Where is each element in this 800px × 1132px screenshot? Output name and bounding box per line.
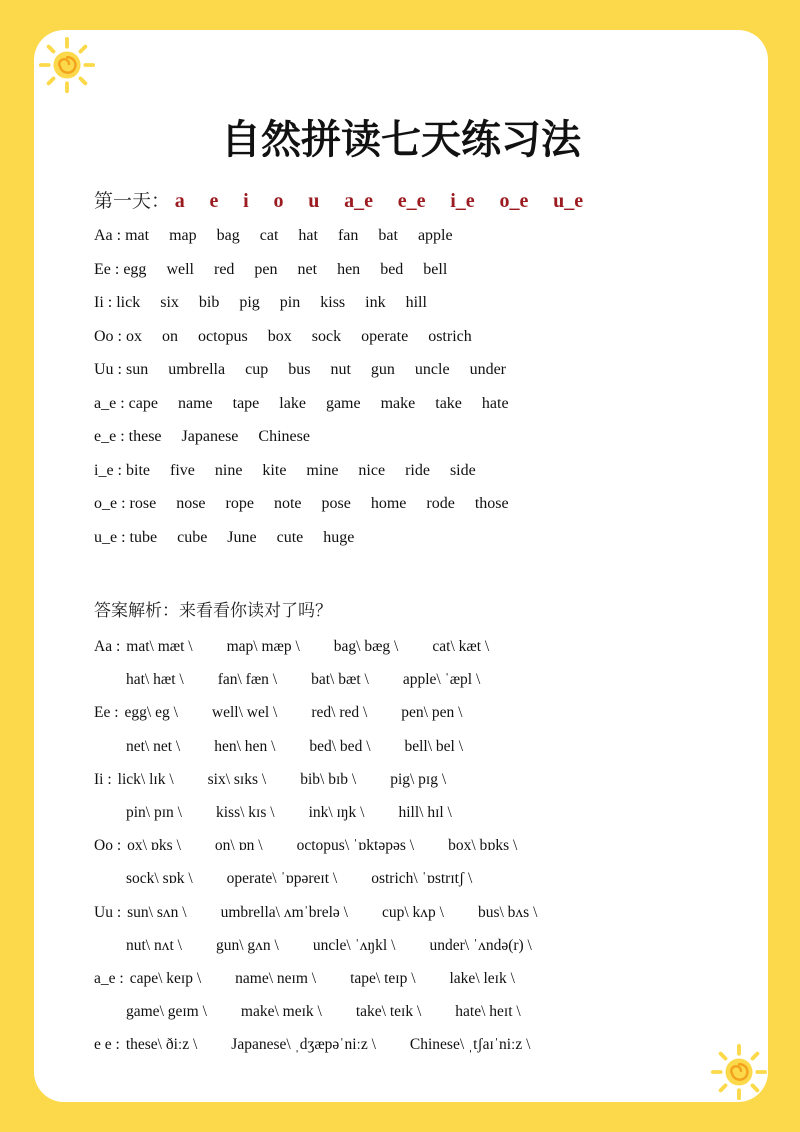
answer-item: uncle\ ˈʌŋkl \ (312, 936, 396, 954)
word-row-key: Uu : (94, 361, 122, 378)
word: red (213, 260, 235, 278)
word-row-key: o_e : (94, 495, 126, 512)
answer-row-key: Ii : (94, 770, 112, 788)
word-row (94, 328, 492, 346)
answer-row (126, 937, 532, 955)
word-row (94, 495, 529, 513)
word: mine (306, 461, 339, 479)
word: box (267, 327, 292, 345)
word: bat (378, 227, 398, 244)
word: lick (116, 294, 141, 311)
answer-item: well\ wel \ (211, 704, 278, 722)
word: net (297, 260, 318, 278)
word-row-key: Oo : (94, 327, 122, 345)
answer-item: bus\ bʌs \ (477, 903, 538, 921)
word: huge (323, 528, 355, 546)
word-row-key: Ee : (94, 260, 120, 278)
word: umbrella (168, 361, 226, 378)
word-row (94, 227, 473, 245)
answer-item: these\ ðiːz \ (125, 1036, 198, 1054)
word: rope (225, 495, 254, 512)
answer-item: box\ bɒks \ (448, 837, 518, 855)
answer-item: take\ teɪk \ (355, 1003, 422, 1021)
word-row-key: Aa : (94, 227, 122, 244)
word: egg (123, 260, 147, 278)
sound-o: o (273, 190, 284, 212)
word: kite (262, 461, 287, 479)
word: well (166, 260, 194, 278)
answer-row-key: a_e : (94, 970, 124, 987)
word: apple (417, 227, 453, 244)
word: nose (176, 495, 206, 512)
answer-item: under\ ˈʌndə(r) \ (429, 936, 532, 954)
word: side (449, 461, 476, 479)
word: rode (426, 495, 455, 512)
answer-row (126, 738, 463, 756)
answer-row (94, 638, 489, 656)
answer-item: gun\ gʌn \ (215, 936, 279, 954)
answer-row (94, 771, 446, 789)
answer-item: pin\ pɪn \ (126, 804, 182, 821)
sun-icon (710, 1043, 768, 1101)
answer-item: Chinese\ ˌtʃaɪˈniːz \ (409, 1036, 531, 1054)
answer-row (94, 1036, 530, 1054)
word: bell (423, 260, 448, 278)
answer-item: on\ ɒn \ (214, 837, 263, 855)
answer-row-key: Ee : (94, 704, 119, 722)
word: tape (232, 394, 260, 412)
word: those (474, 495, 509, 512)
word-row (94, 462, 496, 480)
word: hate (481, 394, 509, 412)
word: Chinese (258, 428, 310, 445)
word: gun (370, 361, 395, 378)
word: ride (405, 461, 430, 479)
word: fan (337, 227, 359, 244)
word: pen (254, 260, 278, 278)
answer-row-key: e e : (94, 1036, 120, 1054)
answer-row-key: Oo : (94, 837, 122, 855)
answer-item: kiss\ kɪs \ (215, 804, 275, 821)
word: ox (126, 327, 142, 345)
answer-item: lake\ leɪk \ (449, 970, 515, 987)
word: nine (214, 461, 243, 479)
word: tube (129, 528, 158, 546)
word-row (94, 395, 529, 413)
answer-row (126, 870, 472, 888)
word-row-key: e_e : (94, 428, 125, 445)
answer-item: six\ sɪks \ (207, 770, 267, 788)
sound-i: i (243, 190, 249, 212)
word: cube (177, 528, 208, 546)
answer-item: egg\ eg \ (124, 704, 178, 722)
word: mat (125, 227, 150, 244)
word: sock (311, 327, 342, 345)
word-row (94, 361, 526, 379)
word: uncle (414, 361, 450, 378)
answer-item: bell\ bel \ (404, 737, 464, 755)
word: on (162, 327, 178, 345)
sound-u: u (308, 190, 320, 212)
answer-item: ox\ ɒks \ (127, 837, 181, 855)
word: map (169, 227, 197, 244)
answer-item: bag\ bæg \ (333, 638, 399, 655)
word: bus (288, 361, 311, 378)
day1-label: 第一天： (94, 190, 171, 212)
word-row-key: u_e : (94, 528, 126, 546)
answer-row-key: Aa : (94, 638, 121, 655)
word: these (128, 428, 162, 445)
word: home (370, 495, 407, 512)
answer-item: ink\ ɪŋk \ (308, 804, 365, 821)
word: June (227, 528, 257, 546)
answer-row-key: Uu : (94, 903, 122, 921)
answer-row (94, 904, 537, 922)
answer-row (126, 804, 452, 822)
word: bed (380, 260, 404, 278)
word: rose (129, 495, 157, 512)
answer-item: octopus\ ˈɒktəpəs \ (296, 837, 415, 855)
word: nice (358, 461, 386, 479)
word-row-key: a_e : (94, 394, 125, 412)
answer-item: make\ meɪk \ (240, 1003, 322, 1021)
word: bib (198, 294, 220, 311)
sound-e: e (209, 190, 219, 212)
page-title: 自然拼读七天练习法 (221, 117, 581, 163)
sound-e_e: e_e (397, 190, 426, 212)
answer-item: ostrich\ ˈɒstrɪtʃ \ (371, 870, 473, 888)
word: make (380, 394, 416, 412)
answer-item: red\ red \ (311, 704, 368, 722)
word: hill (405, 294, 427, 311)
answer-item: pig\ pɪg \ (390, 770, 447, 788)
answer-item: pen\ pen \ (401, 704, 463, 722)
answer-item: cat\ kæt \ (432, 638, 490, 655)
answer-item: bed\ bed \ (309, 737, 371, 755)
answer-item: umbrella\ ʌmˈbrelə \ (220, 903, 348, 921)
answer-item: bat\ bæt \ (311, 671, 369, 689)
word: pin (279, 294, 301, 311)
answer-item: mat\ mæt \ (126, 638, 193, 655)
answer-item: hill\ hɪl \ (398, 804, 452, 821)
word: cup (245, 361, 269, 378)
answer-row (94, 704, 462, 722)
word: hat (298, 227, 318, 244)
word: kiss (320, 294, 346, 311)
answer-item: sun\ sʌn \ (127, 903, 187, 921)
answer-item: lick\ lɪk \ (117, 770, 174, 788)
answer-item: nut\ nʌt \ (126, 936, 182, 954)
answer-item: name\ neɪm \ (235, 970, 317, 987)
answer-item: fan\ fæn \ (217, 671, 278, 689)
answer-row (126, 671, 480, 689)
word: take (435, 394, 462, 412)
answer-item: hat\ hæt \ (126, 671, 184, 689)
sound-u_e: u_e (553, 190, 584, 212)
answer-item: hate\ heɪt \ (455, 1003, 521, 1021)
word: name (177, 394, 213, 412)
word: operate (361, 327, 409, 345)
answer-item: tape\ teɪp \ (350, 970, 416, 987)
word-row-key: Ii : (94, 294, 113, 311)
sound-i_e: i_e (450, 190, 475, 212)
word: cape (128, 394, 158, 412)
word-row (94, 529, 374, 547)
sun-icon (38, 36, 96, 94)
word: game (325, 394, 361, 412)
word: bite (126, 461, 150, 479)
word: cat (259, 227, 279, 244)
word: nut (330, 361, 351, 378)
answer-item: Japanese\ ˌdʒæpəˈniːz \ (231, 1036, 376, 1054)
word: lake (279, 394, 306, 412)
word: under (469, 361, 506, 378)
word-row (94, 428, 330, 446)
answer-item: operate\ ˈɒpəreɪt \ (226, 870, 338, 888)
sound-a: a (174, 190, 185, 212)
answer-item: net\ net \ (126, 737, 181, 755)
sound-o_e: o_e (499, 190, 529, 212)
answer-item: game\ geɪm \ (126, 1003, 207, 1021)
answer-item: hen\ hen \ (214, 737, 276, 755)
word: five (170, 461, 195, 479)
answer-item: apple\ ˈæpl \ (402, 671, 481, 689)
word: cute (276, 528, 304, 546)
word: sun (126, 361, 149, 378)
word: six (160, 294, 179, 311)
answer-item: cape\ keɪp \ (129, 970, 202, 987)
word: note (273, 495, 302, 512)
word-row-key: i_e : (94, 461, 122, 479)
word: Japanese (181, 428, 239, 445)
answer-item: sock\ sɒk \ (126, 870, 193, 888)
word: ostrich (428, 327, 472, 345)
word: pose (321, 495, 351, 512)
answer-item: bib\ bɪb \ (300, 770, 357, 788)
answer-row (126, 1003, 521, 1021)
word-row (94, 261, 467, 279)
sound-a_e: a_e (344, 190, 373, 212)
day1-heading (94, 186, 603, 213)
word: hen (337, 260, 361, 278)
word: bag (216, 227, 240, 244)
word: octopus (198, 327, 248, 345)
answers-heading: 答案解析：来看看你读对了吗？ (94, 601, 332, 621)
answer-row (94, 970, 515, 988)
word: ink (365, 294, 386, 311)
answer-item: map\ mæp \ (226, 638, 300, 655)
answer-item: cup\ kʌp \ (381, 903, 444, 921)
word-row (94, 294, 447, 312)
answer-row (94, 837, 517, 855)
word: pig (239, 294, 260, 311)
